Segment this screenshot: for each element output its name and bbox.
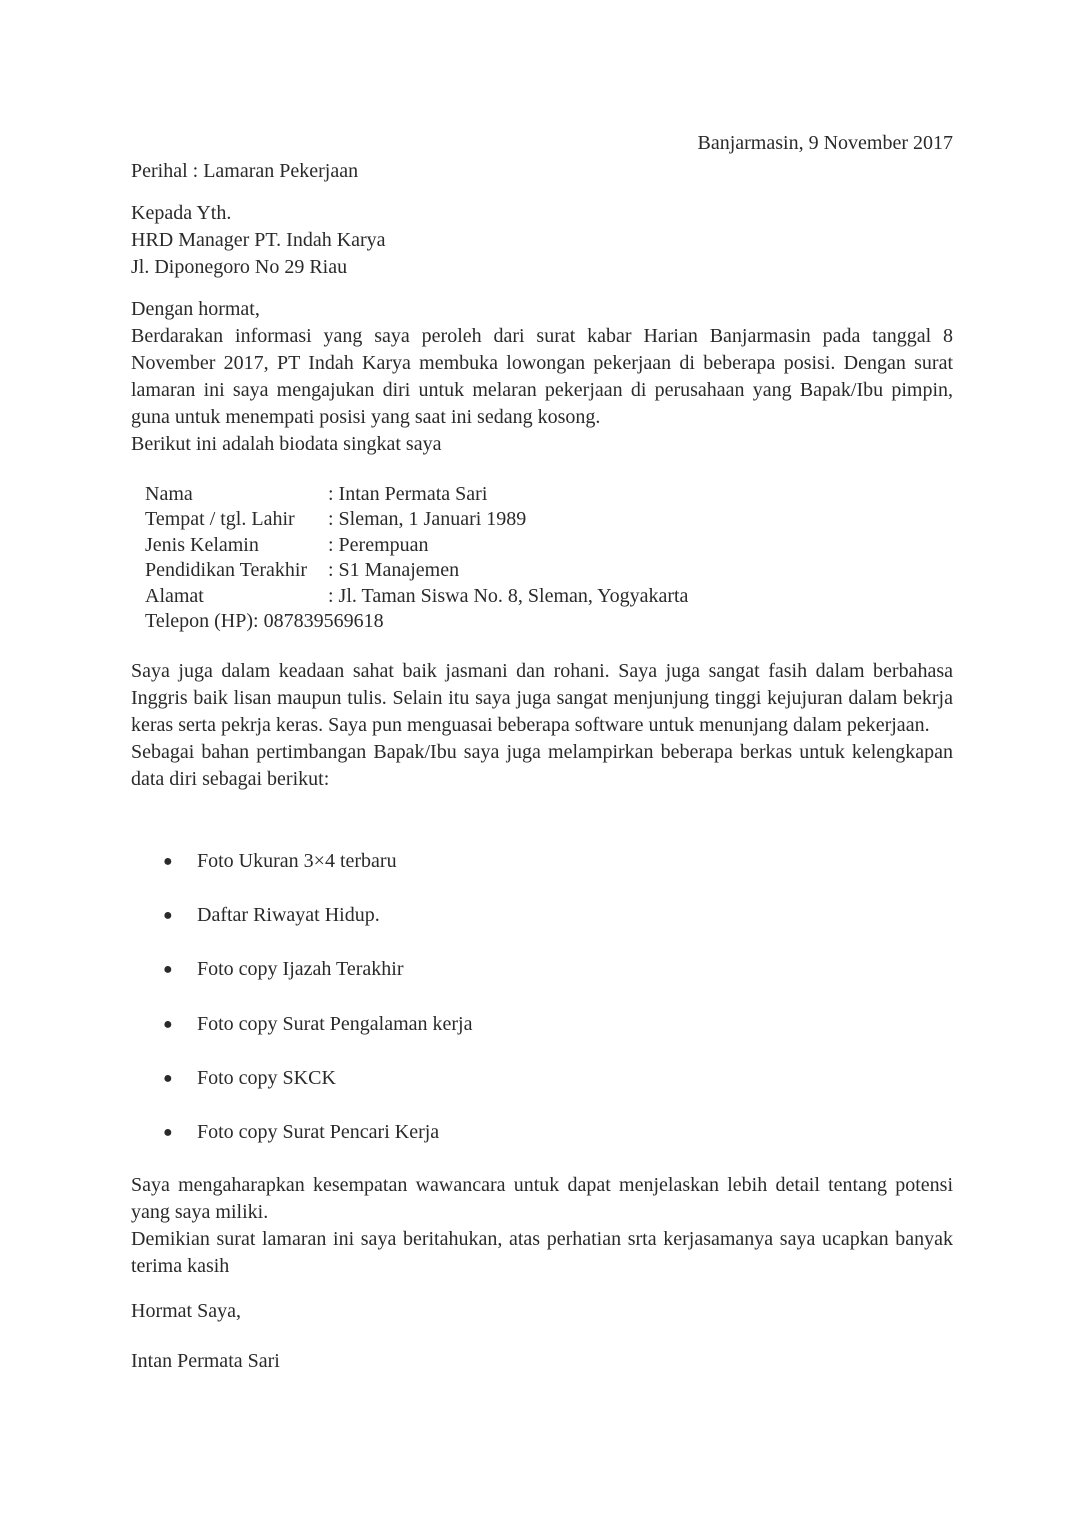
attachment-label: Foto copy SKCK: [197, 1066, 336, 1089]
biodata-label: Nama: [145, 483, 193, 505]
interview-paragraph: Saya mengaharapkan kesempatan wawancara untuk dapat menjelaskan lebih detail tentang potensi yang saya miliki.: [131, 1174, 953, 1223]
opening-section: [131, 296, 953, 458]
list-item: [131, 1011, 473, 1065]
biodata-row: [145, 584, 688, 609]
telephone-line: Telepon (HP): 087839569618: [145, 609, 384, 632]
biodata-table: [145, 482, 688, 634]
letter-subject: Perihal : Lamaran Pekerjaan: [131, 160, 359, 182]
attachment-label: Foto copy Ijazah Terakhir: [197, 958, 404, 981]
biodata-value: : Sleman, 1 Januari 1989: [328, 508, 527, 531]
greeting: Dengan hormat,: [131, 298, 260, 320]
biodata-row: [145, 482, 688, 507]
intro-paragraph: Berdarakan informasi yang saya peroleh dari surat kabar Harian Banjarmasin pada tanggal 8 November 2017, PT Indah Karya membuka lowongan pekerjaan di beberapa posisi. Dengan surat lamaran ini saya mengajukan diri untuk melaran pekerjaan di perusahaan yang Bapak/Ibu pimpin, guna untuk menempati posisi yang saat ini sedang kosong.: [131, 325, 953, 428]
bullet-icon: ●: [163, 907, 173, 925]
list-item: [131, 902, 473, 956]
attachment-label: Foto Ukuran 3×4 terbaru: [197, 850, 397, 872]
bullet-icon: ●: [163, 1123, 173, 1141]
biodata-row: [145, 533, 688, 558]
biodata-value: : S1 Manajemen: [328, 559, 460, 582]
bullet-icon: ●: [163, 961, 173, 979]
biodata-value: : Intan Permata Sari: [328, 483, 488, 505]
recipient-block: [131, 200, 386, 281]
list-item: [131, 956, 473, 1010]
qualification-section: [131, 658, 953, 793]
biodata-row: [145, 507, 688, 532]
list-item: [131, 1065, 473, 1119]
bullet-icon: ●: [163, 853, 173, 870]
attachment-label: Daftar Riwayat Hidup.: [197, 904, 380, 927]
biodata-value: : Perempuan: [328, 533, 429, 556]
bullet-icon: ●: [163, 1069, 173, 1087]
biodata-intro: Berikut ini adalah biodata singkat saya: [131, 433, 442, 455]
recipient-line: Kepada Yth.: [131, 202, 232, 224]
biodata-row: [145, 609, 688, 634]
attachments-intro: Sebagai bahan pertimbangan Bapak/Ibu saya juga melampirkan beberapa berkas untuk kelengkapan data diri sebagai berikut:: [131, 741, 953, 790]
thanks-paragraph: Demikian surat lamaran ini saya beritahukan, atas perhatian srta kerjasamanya saya ucapkan banyak terima kasih: [131, 1228, 953, 1277]
closing-salutation: Hormat Saya,: [131, 1300, 241, 1322]
biodata-label: Alamat: [145, 584, 204, 607]
biodata-label: Pendidikan Terakhir: [145, 559, 308, 582]
letter-date: Banjarmasin, 9 November 2017: [697, 132, 953, 154]
closing-section: [131, 1172, 953, 1280]
attachment-label: Foto copy Surat Pencari Kerja: [197, 1120, 440, 1143]
recipient-line: Jl. Diponegoro No 29 Riau: [131, 256, 348, 278]
list-item: [131, 1119, 473, 1173]
biodata-label: Tempat / tgl. Lahir: [145, 508, 295, 531]
attachment-label: Foto copy Surat Pengalaman kerja: [197, 1012, 473, 1035]
attachment-list: [131, 848, 473, 1173]
biodata-label: Jenis Kelamin: [145, 533, 259, 556]
health-paragraph: Saya juga dalam keadaan sahat baik jasmani dan rohani. Saya juga sangat fasih dalam berbahasa Inggris baik lisan maupun tulis. Selain itu saya juga sangat menjunjung tinggi kejujuran dalam bekrja keras serta pekrja keras. Saya pun menguasai beberapa software untuk menunjang dalam pekerjaan.: [131, 660, 953, 736]
recipient-line: HRD Manager PT. Indah Karya: [131, 229, 386, 251]
signature-name: Intan Permata Sari: [131, 1350, 280, 1372]
list-item: [131, 848, 473, 902]
biodata-value: : Jl. Taman Siswa No. 8, Sleman, Yogyakarta: [328, 584, 689, 607]
biodata-row: [145, 558, 688, 583]
bullet-icon: ●: [163, 1015, 173, 1033]
